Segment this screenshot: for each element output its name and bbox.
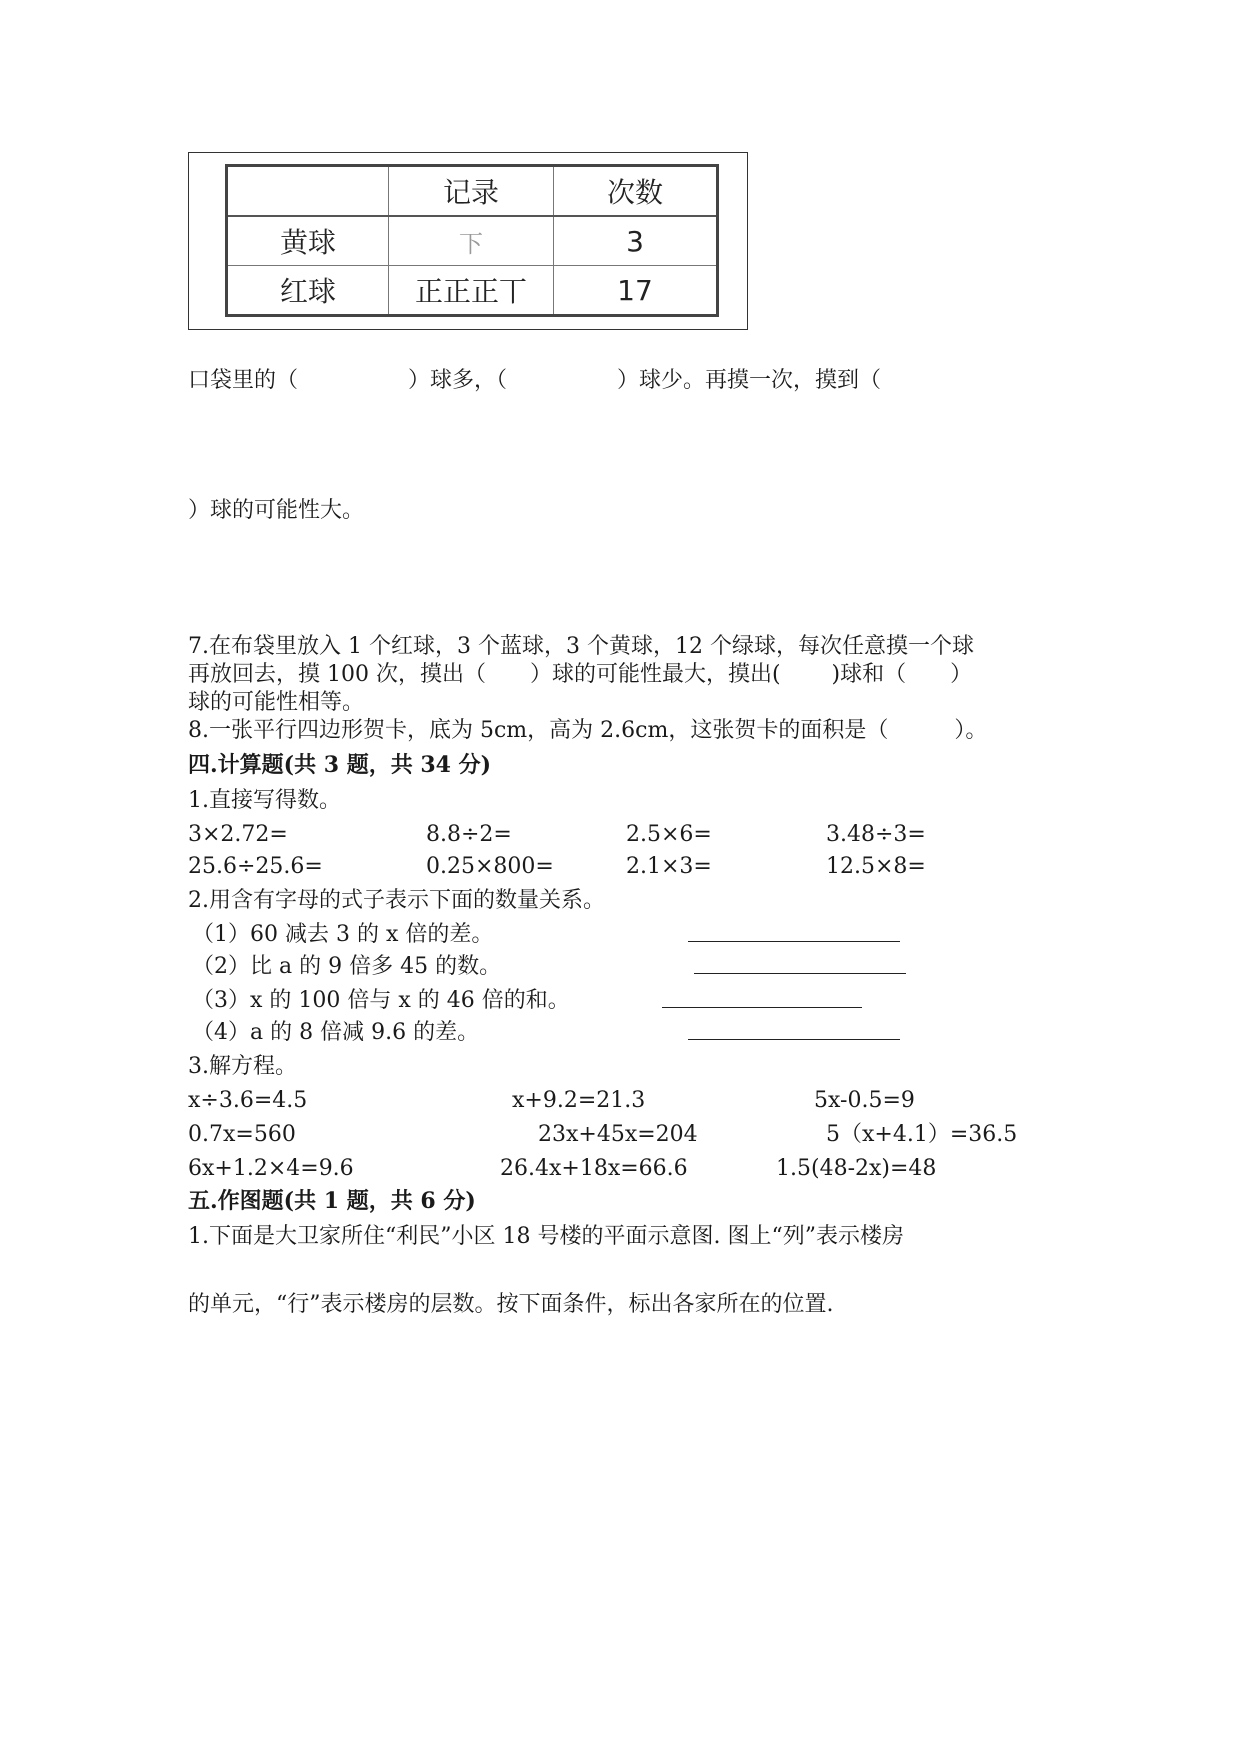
calc-item: 12.5×8= <box>826 854 926 879</box>
calc-item: 2.5×6= <box>626 822 712 847</box>
calc-item: 3×2.72= <box>188 822 288 847</box>
answer-blank-line[interactable] <box>694 973 906 974</box>
q7-line3: 球的可能性相等。 <box>188 690 365 715</box>
equation-item: x+9.2=21.3 <box>512 1088 646 1113</box>
expression-item: （1）60 减去 3 的 x 倍的差。 <box>192 922 494 947</box>
equation-item: 6x+1.2×4=9.6 <box>188 1156 354 1181</box>
expression-item: （3）x 的 100 倍与 x 的 46 倍的和。 <box>192 988 570 1013</box>
equation-item: 5（x+4.1）=36.5 <box>826 1122 1018 1147</box>
calc-item: 0.25×800= <box>426 854 554 879</box>
count-cell: 17 <box>554 266 718 316</box>
answer-blank-line[interactable] <box>688 941 900 942</box>
equation-item: 0.7x=560 <box>188 1122 296 1147</box>
tally-table <box>225 164 719 317</box>
table-row <box>227 266 718 316</box>
calc-item: 2.1×3= <box>626 854 712 879</box>
equation-item: 5x-0.5=9 <box>814 1088 915 1113</box>
table-header-cell <box>227 166 389 217</box>
ball-name-cell: 黄球 <box>227 216 389 266</box>
section4-title: 四.计算题(共 3 题，共 34 分) <box>188 752 492 778</box>
count-cell: 3 <box>554 216 718 266</box>
q6-line2: ）球的可能性大。 <box>188 498 365 523</box>
s5-q1-line2: 的单元，“行”表示楼房的层数。按下面条件，标出各家所在的位置. <box>188 1292 834 1317</box>
q8-text: 8.一张平行四边形贺卡，底为 5cm，高为 2.6cm，这张贺卡的面积是（ ）。 <box>188 718 988 743</box>
equation-item: 26.4x+18x=66.6 <box>500 1156 688 1181</box>
equation-item: 1.5(48-2x)=48 <box>776 1156 937 1181</box>
calc-item: 3.48÷3= <box>826 822 926 847</box>
equation-item: 23x+45x=204 <box>538 1122 698 1147</box>
calc-item: 8.8÷2= <box>426 822 512 847</box>
equation-item: x÷3.6=4.5 <box>188 1088 308 1113</box>
answer-blank-line[interactable] <box>662 1007 862 1008</box>
answer-blank-line[interactable] <box>688 1039 900 1040</box>
calc-item: 25.6÷25.6= <box>188 854 323 879</box>
table-row <box>227 216 718 266</box>
tally-table-figure <box>188 152 748 330</box>
s4-q1-title: 1.直接写得数。 <box>188 788 341 813</box>
table-header-cell: 记录 <box>389 166 554 217</box>
expression-item: （4）a 的 8 倍减 9.6 的差。 <box>192 1020 480 1045</box>
s4-q3-title: 3.解方程。 <box>188 1054 297 1079</box>
tally-record-cell: 下 <box>389 216 554 266</box>
s5-q1-line1: 1.下面是大卫家所住“利民”小区 18 号楼的平面示意图. 图上“列”表示楼房 <box>188 1224 904 1249</box>
q6-line1: 口袋里的（ ）球多，（ ）球少。再摸一次，摸到（ <box>188 368 882 393</box>
section5-title: 五.作图题(共 1 题，共 6 分) <box>188 1188 476 1214</box>
q7-line1: 7.在布袋里放入 1 个红球，3 个蓝球，3 个黄球，12 个绿球，每次任意摸一个球 <box>188 634 974 659</box>
s4-q2-title: 2.用含有字母的式子表示下面的数量关系。 <box>188 888 605 913</box>
ball-name-cell: 红球 <box>227 266 389 316</box>
expression-item: （2）比 a 的 9 倍多 45 的数。 <box>192 954 502 979</box>
table-header-row <box>227 166 718 217</box>
q7-line2: 再放回去，摸 100 次，摸出（ ）球的可能性最大，摸出( )球和（ ） <box>188 662 973 687</box>
tally-record-cell: 正正正丅 <box>389 266 554 316</box>
table-header-cell: 次数 <box>554 166 718 217</box>
